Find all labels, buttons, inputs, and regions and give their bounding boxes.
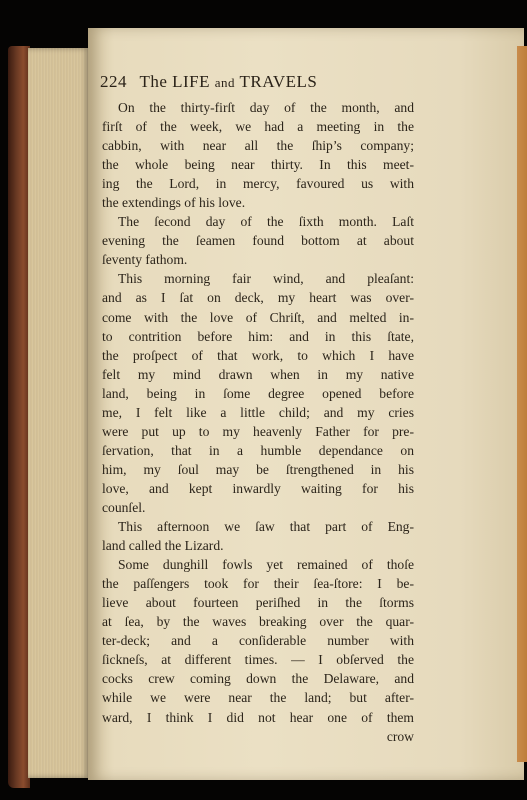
text-line: ter-deck; and a conſiderable number with	[102, 633, 414, 649]
header-travels: TRAVELS	[239, 72, 318, 91]
running-header	[100, 72, 420, 92]
page-number: 224	[100, 72, 127, 91]
text-line: Some dunghill fowls yet remained of thoſe	[118, 557, 414, 573]
text-line: On the thirty-firſt day of the month, and	[118, 100, 414, 115]
page-edges	[28, 48, 90, 778]
text-line: ſervation, that in a humble dependance on	[102, 442, 414, 458]
text-line: counſel.	[102, 499, 146, 515]
text-line: the paſſengers took for their ſea-ſtore: I be-	[102, 576, 414, 592]
header-the: The	[139, 72, 168, 91]
text-line: love, and kept inwardly waiting for his	[102, 480, 414, 496]
text-line: the extendings of his love.	[102, 195, 246, 211]
text-line: and as I ſat on deck, my heart was over-	[102, 290, 414, 306]
text-line: him, my ſoul may be ſtrengthened in his	[102, 461, 414, 477]
text-line: cabbin, with near all the ſhip’s company;	[102, 138, 414, 154]
text-line: The ſecond day of the ſixth month. Laſt	[118, 214, 414, 230]
text-line: ſeventy fathom.	[102, 252, 188, 268]
text-line: me, I felt like a little child; and my cries	[102, 404, 414, 420]
text-line: to contrition before him: and in this ſtate,	[102, 328, 414, 344]
text-line: come with the love of Chriſt, and melted in-	[102, 309, 414, 325]
text-line: land called the Lizard.	[102, 538, 224, 554]
text-line: This afternoon we ſaw that part of Eng-	[118, 519, 414, 535]
text-line: evening the ſeamen found bottom at about	[102, 233, 414, 249]
body-text	[102, 98, 414, 746]
book-cover-edge	[8, 46, 30, 788]
text-line: cocks crew coming down the Delaware, and	[102, 671, 414, 687]
text-line: felt my mind drawn when in my native	[102, 366, 414, 382]
text-line: while we were near the land; but after-	[102, 690, 414, 706]
text-line: land, being in ſome degree opened before	[102, 385, 414, 401]
header-and: and	[214, 75, 236, 90]
text-line: lieve about fourteen periſhed in the ſtorms	[102, 595, 414, 611]
text-line: ward, I think I did not hear one of them	[102, 709, 414, 725]
text-line: the whole being near thirty. In this meet-	[102, 157, 414, 173]
facing-page-edge	[517, 46, 527, 762]
text-line: firſt of the week, we had a meeting in the	[102, 119, 414, 135]
text-line: ſickneſs, at different times. — I obſerved the	[102, 652, 414, 668]
text-line: at ſea, by the waves breaking over the quar-	[102, 614, 414, 630]
header-life: LIFE	[172, 72, 211, 91]
text-line: the proſpect of that work, to which I have	[102, 347, 414, 363]
text-line: were put up to my heavenly Father for pre-	[102, 423, 414, 439]
text-line: This morning fair wind, and pleaſant:	[118, 271, 414, 287]
catchword: crow	[386, 728, 414, 744]
text-line: ing the Lord, in mercy, favoured us with	[102, 176, 414, 192]
